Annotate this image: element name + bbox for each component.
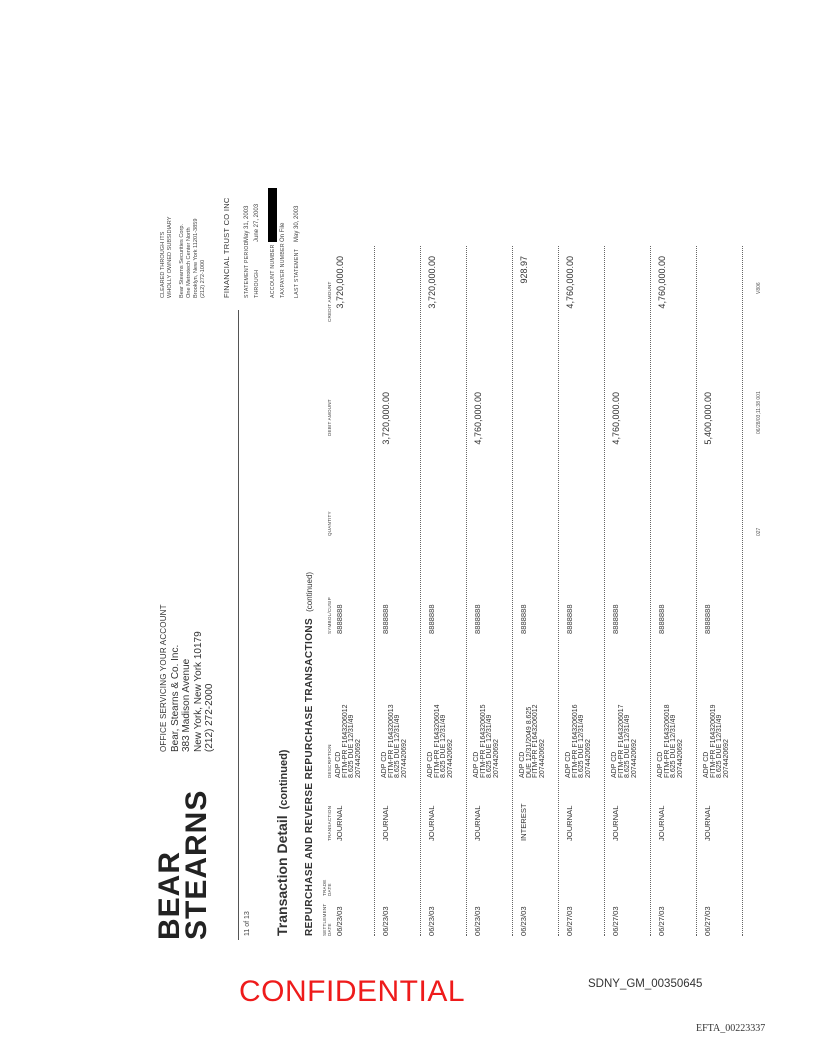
- settlement-date: 06/23/03: [381, 906, 390, 936]
- footer-timestamp: 06/28/03;11:38 001: [756, 391, 762, 434]
- description-line: 2074420692: [538, 739, 546, 778]
- description-line: 2074420692: [676, 739, 684, 778]
- symbol-cusip: 8888888: [519, 604, 528, 634]
- description-line: 2074420692: [354, 739, 362, 778]
- col-debit-amount: DEBIT AMOUNT: [327, 399, 332, 436]
- page-indicator: 11 of 13: [244, 911, 251, 936]
- clearing-street: One Metrotech Center North: [186, 227, 192, 298]
- footer-code: 027: [756, 527, 762, 536]
- col-trade-1: TRADE: [322, 879, 327, 896]
- settlement-date: 06/27/03: [565, 906, 574, 936]
- header-rule: [238, 310, 239, 940]
- description-line: 2074420692: [584, 739, 592, 778]
- description-line: FITM-PR F1643206017: [617, 704, 625, 778]
- symbol-cusip: 8888888: [473, 604, 482, 634]
- period-label: STATEMENT PERIOD: [244, 241, 250, 298]
- transaction-type: INTEREST: [519, 803, 528, 841]
- office-city: New York, New York 10179: [192, 631, 204, 752]
- section-subtitle-text: REPURCHASE AND REVERSE REPURCHASE TRANSACTIONS: [304, 617, 315, 936]
- bear-stearns-logo: [153, 789, 213, 940]
- debit-amount: 4,760,000.00: [473, 392, 483, 445]
- row-separator: [420, 246, 421, 936]
- description-line: FITM-PR F1643206019: [709, 704, 717, 778]
- description-line: 2074420692: [630, 739, 638, 778]
- description-line: ADP CD: [381, 751, 388, 778]
- statement-meta: [242, 188, 302, 298]
- col-trade-2: DATE: [327, 883, 332, 896]
- description-line: 2074420692: [722, 739, 730, 778]
- description-line: 8.625 DUE 12/31/49: [394, 714, 402, 778]
- transaction-type: JOURNAL: [703, 805, 712, 841]
- description-line: ADP CD: [703, 751, 710, 778]
- description-line: ADP CD: [427, 751, 434, 778]
- description-line: 8.625 DUE 12/31/49: [440, 714, 448, 778]
- logo-line-2: STEARNS: [180, 789, 213, 940]
- symbol-cusip: 8888888: [335, 604, 344, 634]
- description-line: 2074420692: [446, 739, 454, 778]
- row-separator: [466, 246, 467, 936]
- transaction-type: JOURNAL: [427, 805, 436, 841]
- description-line: FITM-PR F1643206018: [663, 704, 671, 778]
- transaction-type: JOURNAL: [335, 805, 344, 841]
- description-line: 8.625 DUE 12/31/49: [624, 714, 632, 778]
- transaction-type: JOURNAL: [657, 805, 666, 841]
- account-redaction: [268, 188, 277, 242]
- confidential-stamp: CONFIDENTIAL: [239, 975, 466, 1008]
- description-line: FITM-PR F1643206016: [571, 704, 579, 778]
- col-description: DESCRIPTION: [327, 744, 332, 778]
- office-street: 383 Madison Avenue: [181, 658, 192, 752]
- description: [566, 704, 592, 778]
- row-separator: [512, 246, 513, 936]
- row-separator: [742, 246, 743, 936]
- row-separator: [558, 246, 559, 936]
- office-name: Bear, Stearns & Co. Inc.: [169, 644, 181, 752]
- last-statement-label: LAST STATEMENT: [294, 248, 301, 298]
- credit-amount: 4,760,000.00: [565, 256, 575, 309]
- row-separator: [650, 246, 651, 936]
- symbol-cusip: 8888888: [427, 604, 436, 634]
- scanned-statement-page: [150, 84, 780, 944]
- settlement-date: 06/27/03: [703, 906, 712, 936]
- section-title: [274, 750, 290, 936]
- taxpayer-value: On File: [280, 222, 287, 242]
- description: [612, 704, 638, 778]
- description-line: 8.625 DUE 12/31/49: [486, 714, 494, 778]
- col-symbol-cusip: SYMBOL/CUSIP: [327, 597, 332, 634]
- description: [428, 704, 454, 778]
- settlement-date: 06/23/03: [473, 906, 482, 936]
- description-line: FITM-PR F1643206012: [341, 704, 349, 778]
- description-line: FITM-PR F1643206015: [479, 704, 487, 778]
- through-label: THROUGH: [254, 269, 260, 298]
- settlement-date: 06/23/03: [519, 906, 528, 936]
- credit-amount: 928.97: [519, 256, 529, 284]
- description-line: FITM-PR F1643206012: [532, 704, 540, 778]
- client-name: FINANCIAL TRUST CO INC: [222, 197, 231, 298]
- description-line: ADP CD: [473, 751, 480, 778]
- description-line: DUE 12/31/2049 8.625: [525, 706, 533, 778]
- description: [382, 704, 408, 778]
- clearing-line-1: CLEARED THROUGH ITS: [160, 231, 166, 298]
- description-line: ADP CD: [335, 751, 342, 778]
- col-credit-amount: CREDIT AMOUNT: [327, 281, 332, 322]
- debit-amount: 5,400,000.00: [703, 392, 713, 445]
- section-title-text: Transaction Detail: [274, 815, 290, 936]
- col-settlement-date: [322, 904, 332, 936]
- transaction-type: JOURNAL: [565, 805, 574, 841]
- row-separator: [696, 246, 697, 936]
- description-line: FITM-PR F1643206013: [387, 704, 395, 778]
- description-line: ADP CD: [611, 751, 618, 778]
- transaction-type: JOURNAL: [381, 805, 390, 841]
- clearing-block: [160, 217, 207, 298]
- footer-form: V806: [756, 282, 762, 294]
- description: [336, 704, 362, 778]
- bates-number: SDNY_GM_00350645: [588, 978, 703, 990]
- office-phone: (212) 272-2000: [204, 683, 215, 752]
- clearing-phone: (212) 272-1000: [200, 259, 206, 298]
- col-quantity: QUANTITY: [327, 511, 332, 536]
- account-label: ACCOUNT NUMBER: [270, 244, 277, 298]
- symbol-cusip: 8888888: [381, 604, 390, 634]
- clearing-name: Bear Stearns Securities Corp.: [179, 224, 185, 298]
- description-line: FITM-PR F1643206014: [433, 704, 441, 778]
- description-line: 8.625 DUE 12/31/49: [716, 714, 724, 778]
- office-address-block: [158, 604, 216, 752]
- description-line: ADP CD: [657, 751, 664, 778]
- debit-amount: 4,760,000.00: [611, 392, 621, 445]
- description-line: 2074420692: [492, 739, 500, 778]
- debit-amount: 3,720,000.00: [381, 392, 391, 445]
- section-subtitle: [304, 572, 315, 936]
- section-subtitle-suffix: (continued): [305, 571, 314, 612]
- description-line: 8.625 DUE 12/31/49: [348, 714, 356, 778]
- taxpayer-label: TAXPAYER NUMBER: [280, 243, 287, 298]
- description-line: 8.625 DUE 12/31/49: [578, 714, 586, 778]
- transaction-type: JOURNAL: [611, 805, 620, 841]
- credit-amount: 3,720,000.00: [335, 256, 345, 309]
- settlement-date: 06/27/03: [657, 906, 666, 936]
- description-line: ADP CD: [565, 751, 572, 778]
- clearing-line-2: WHOLLY OWNED SUBSIDIARY: [167, 216, 173, 298]
- through-value: June 27, 2003: [254, 203, 260, 242]
- description: [658, 704, 684, 778]
- row-separator: [374, 246, 375, 936]
- symbol-cusip: 8888888: [611, 604, 620, 634]
- symbol-cusip: 8888888: [657, 604, 666, 634]
- credit-amount: 4,760,000.00: [657, 256, 667, 309]
- transaction-rows: [334, 256, 816, 936]
- settlement-date: 06/23/03: [335, 906, 344, 936]
- col-trade-date: [322, 879, 332, 896]
- section-title-suffix: (continued): [278, 749, 290, 810]
- settlement-date: 06/23/03: [427, 906, 436, 936]
- description: [704, 704, 730, 778]
- efta-number: EFTA_00223337: [696, 1023, 766, 1034]
- description: [474, 704, 500, 778]
- description: [520, 704, 546, 778]
- description-line: 8.625 DUE 12/31/49: [670, 714, 678, 778]
- row-separator: [604, 246, 605, 936]
- last-statement-value: May 30, 2003: [294, 205, 301, 242]
- logo-line-1: BEAR: [153, 850, 186, 940]
- col-settlement-1: SETTLEMENT: [322, 903, 327, 936]
- col-transaction: TRANSACTION: [327, 805, 332, 841]
- description-line: 2074420692: [400, 739, 408, 778]
- transaction-type: JOURNAL: [473, 805, 482, 841]
- clearing-city: Brooklyn, New York 11201-3859: [193, 218, 199, 298]
- office-heading: OFFICE SERVICING YOUR ACCOUNT: [159, 604, 168, 752]
- period-value: May 31, 2003: [244, 205, 250, 242]
- symbol-cusip: 8888888: [565, 604, 574, 634]
- col-settlement-2: DATE: [327, 923, 332, 936]
- credit-amount: 3,720,000.00: [427, 256, 437, 309]
- description-line: ADP CD: [519, 751, 526, 778]
- symbol-cusip: 8888888: [703, 604, 712, 634]
- settlement-date: 06/27/03: [611, 906, 620, 936]
